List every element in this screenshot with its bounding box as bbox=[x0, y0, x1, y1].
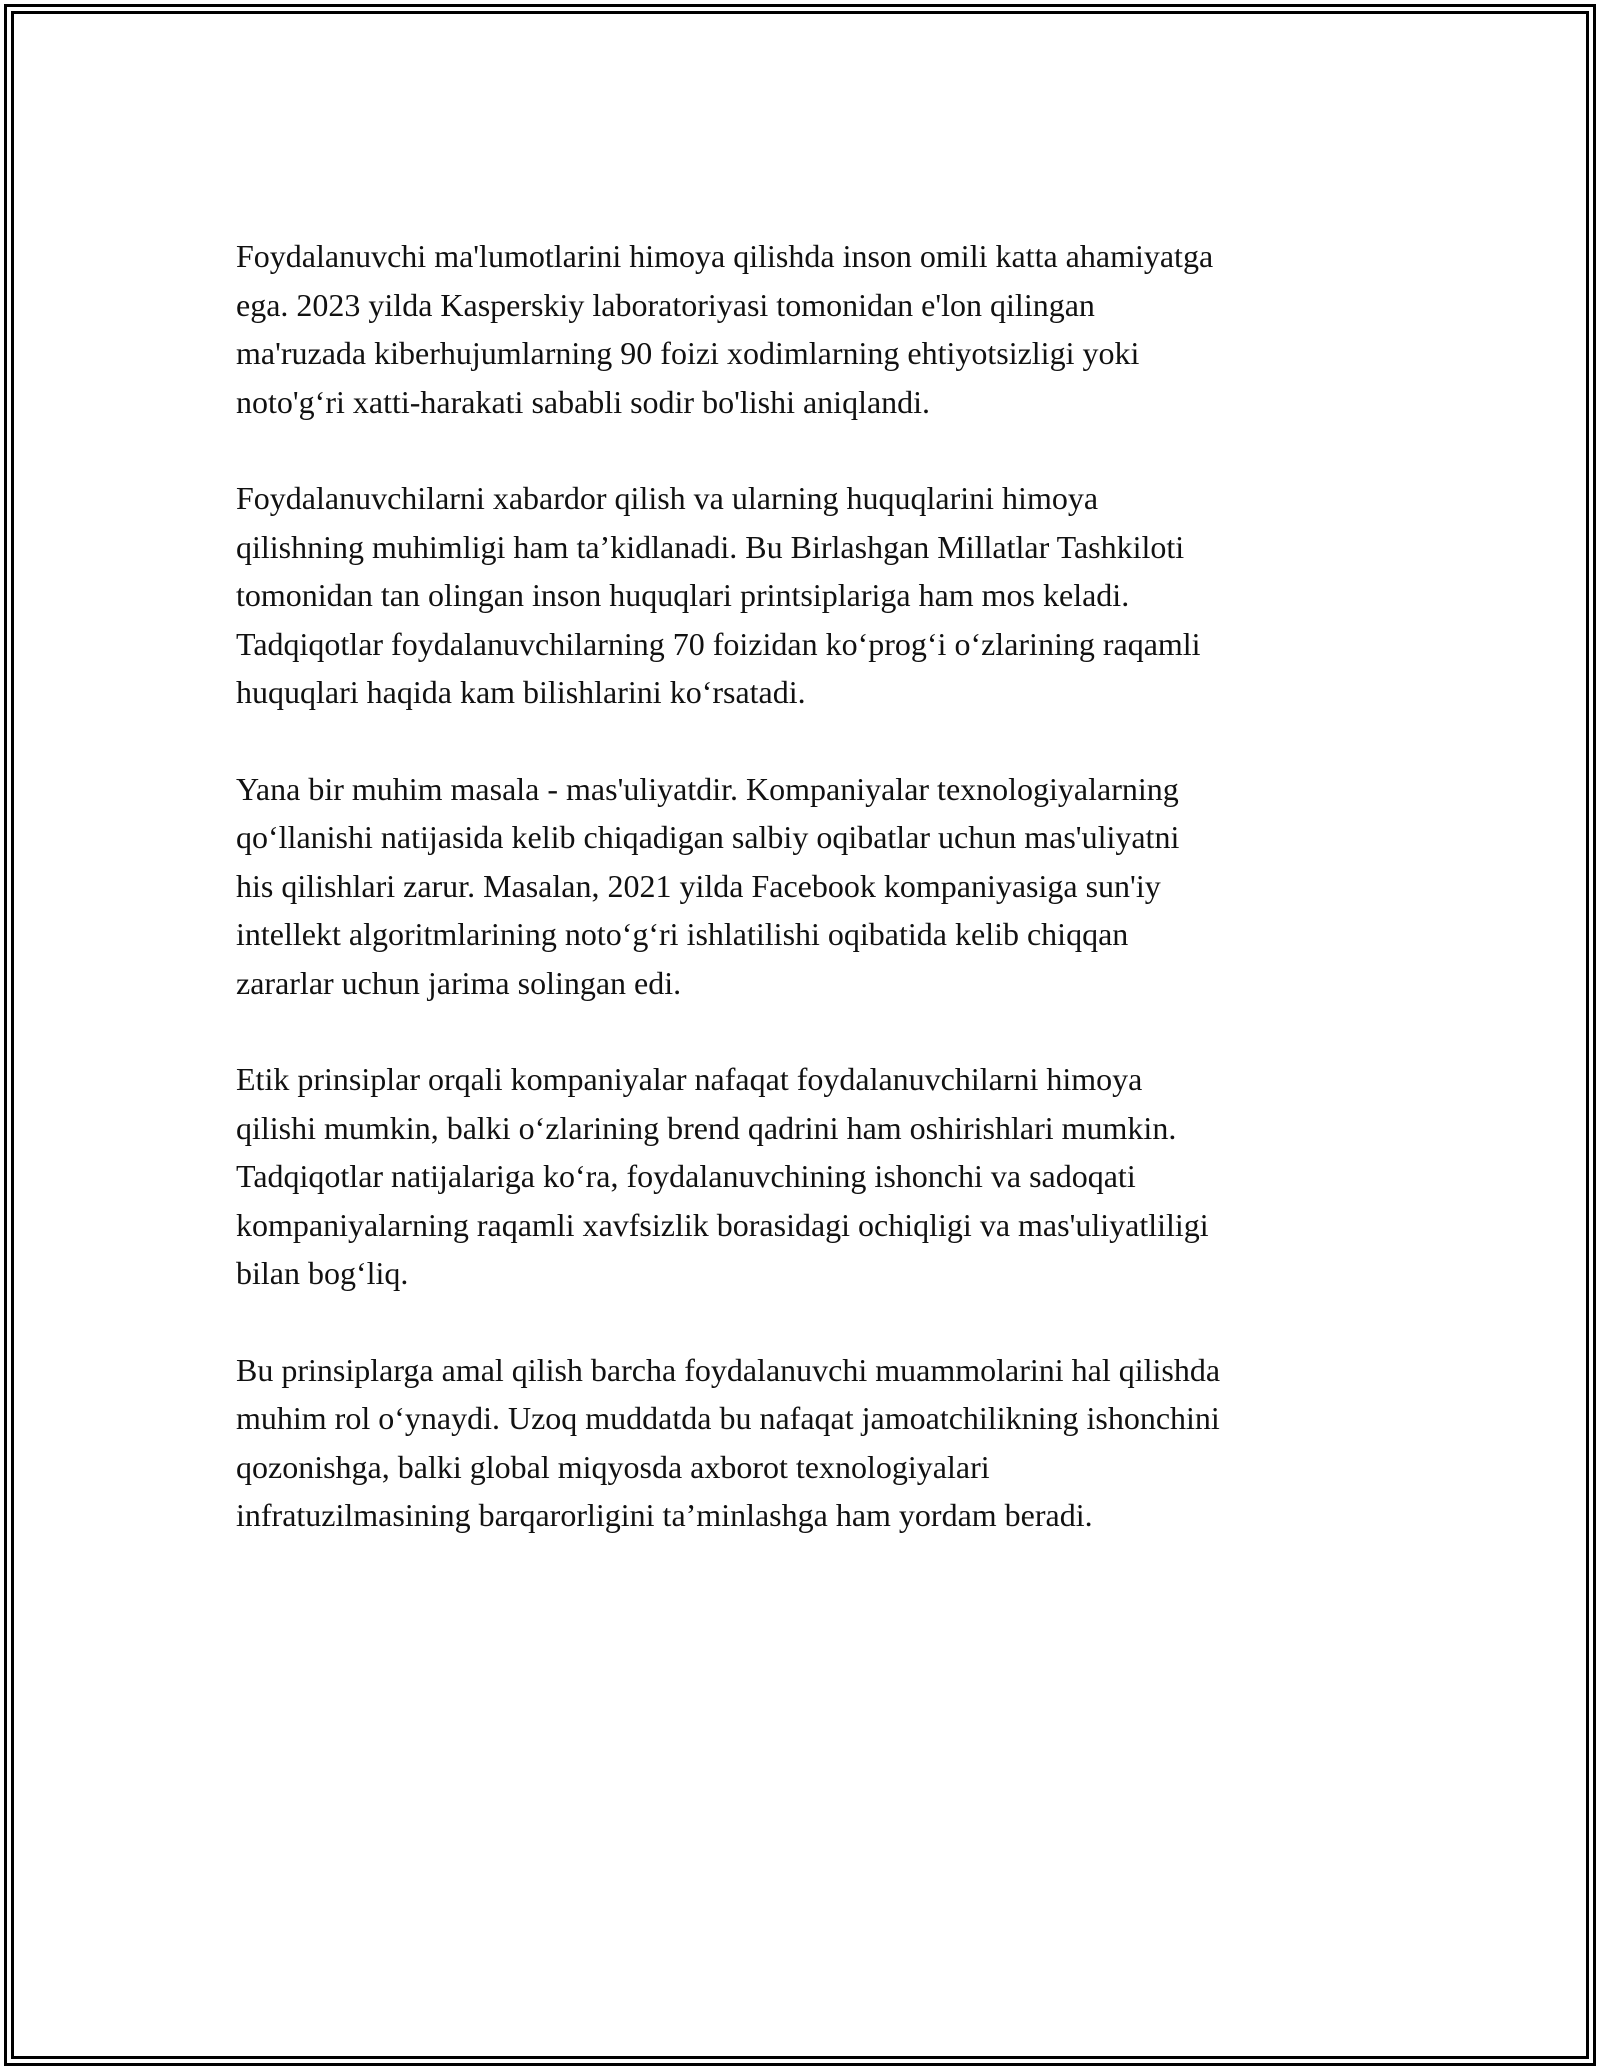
paragraph-line: zararlar uchun jarima solingan edi. bbox=[236, 964, 682, 1001]
paragraph-line: huquqlari haqida kam bilishlarini ko‘rsatadi. bbox=[236, 674, 806, 710]
paragraph-line: kompaniyalarning raqamli xavfsizlik borasidagi ochiqligi va mas'uliyatliligi bbox=[236, 1206, 1209, 1243]
paragraph-5 bbox=[236, 1346, 1366, 1540]
paragraph-line: tomonidan tan olingan inson huquqlari printsiplariga ham mos keladi. bbox=[236, 577, 1130, 613]
paragraph-1 bbox=[236, 232, 1366, 426]
paragraph-line: Bu prinsiplarga amal qilish barcha foydalanuvchi muammolarini hal qilishda bbox=[236, 1351, 1221, 1388]
paragraph-2 bbox=[236, 474, 1366, 717]
paragraph-line: Foydalanuvchilarni xabardor qilish va ularning huquqlarini himoya bbox=[236, 480, 1099, 516]
paragraph-line: ma'ruzada kiberhujumlarning 90 foizi xodimlarning ehtiyotsizligi yoki bbox=[236, 335, 1140, 371]
paragraph-line: intellekt algoritmlarining noto‘g‘ri ishlatilishi oqibatida kelib chiqqan bbox=[236, 916, 1129, 952]
paragraph-line: qozonishga, balki global miqyosda axborot texnologiyalari bbox=[236, 1448, 990, 1485]
document-body bbox=[236, 232, 1366, 1588]
paragraph-line: Tadqiqotlar natijalariga ko‘ra, foydalanuvchining ishonchi va sadoqati bbox=[236, 1158, 1136, 1194]
paragraph-line: bilan bog‘liq. bbox=[236, 1255, 409, 1291]
paragraph-4 bbox=[236, 1055, 1366, 1298]
paragraph-line: Yana bir muhim masala - mas'uliyatdir. Kompaniyalar texnologiyalarning bbox=[236, 770, 1179, 807]
paragraph-line: Etik prinsiplar orqali kompaniyalar nafaqat foydalanuvchilarni himoya bbox=[236, 1061, 1143, 1097]
paragraph-line: Tadqiqotlar foydalanuvchilarning 70 foizidan ko‘prog‘i o‘zlarining raqamli bbox=[236, 625, 1201, 662]
paragraph-line: qilishning muhimligi ham ta’kidlanadi. Bu Birlashgan Millatlar Tashkiloti bbox=[236, 528, 1185, 565]
paragraph-line: noto'g‘ri xatti-harakati sababli sodir bo'lishi aniqlandi. bbox=[236, 383, 931, 420]
paragraph-line: his qilishlari zarur. Masalan, 2021 yilda Facebook kompaniyasiga sun'iy bbox=[236, 867, 1161, 904]
paragraph-line: infratuzilmasining barqarorligini ta’minlashga ham yordam beradi. bbox=[236, 1497, 1093, 1533]
paragraph-line: qo‘llanishi natijasida kelib chiqadigan salbiy oqibatlar uchun mas'uliyatni bbox=[236, 819, 1180, 855]
paragraph-3 bbox=[236, 765, 1366, 1008]
paragraph-line: qilishi mumkin, balki o‘zlarining brend qadrini ham oshirishlari mumkin. bbox=[236, 1109, 1177, 1146]
paragraph-line: ega. 2023 yilda Kasperskiy laboratoriyasi tomonidan e'lon qilingan bbox=[236, 286, 1095, 323]
paragraph-line: muhim rol o‘ynaydi. Uzoq muddatda bu nafaqat jamoatchilikning ishonchini bbox=[236, 1400, 1220, 1436]
paragraph-line: Foydalanuvchi ma'lumotlarini himoya qilishda inson omili katta ahamiyatga bbox=[236, 238, 1214, 274]
